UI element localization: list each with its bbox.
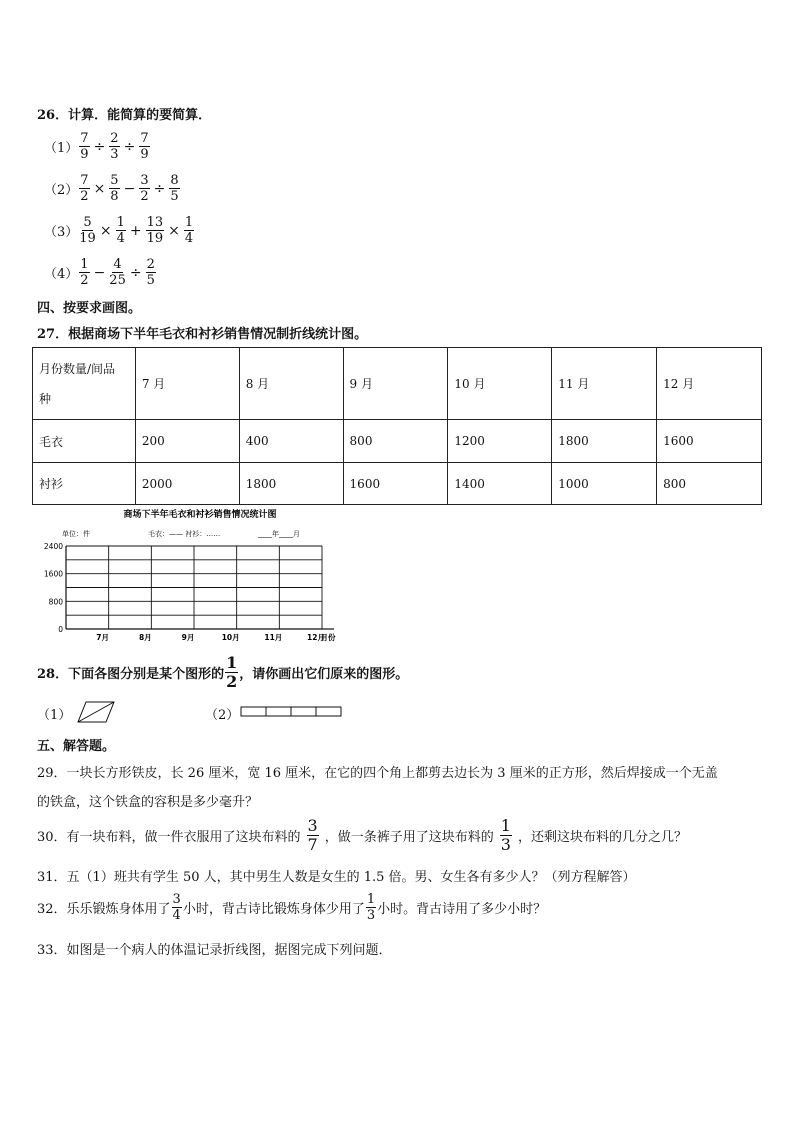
q26-item-label: （2） xyxy=(44,183,79,198)
fraction-numerator: 2 xyxy=(146,257,155,272)
fraction-numerator: 1 xyxy=(366,892,376,907)
table-row-label: 衬衫 xyxy=(33,463,136,505)
chart-x-tick-label: 7月 xyxy=(96,633,110,642)
fraction-denominator: 5 xyxy=(146,273,155,288)
q28-text-after: ，请你画出它们原来的图形。 xyxy=(239,667,409,682)
q26-item-4 xyxy=(44,258,157,287)
fraction-denominator: 9 xyxy=(80,147,89,162)
table-header-cell: 12 月 xyxy=(657,348,762,420)
table-cell: 1800 xyxy=(239,463,343,505)
operator: × xyxy=(168,222,180,239)
table-header-cell: 11 月 xyxy=(552,348,657,420)
chart-y-tick-label: 2400 xyxy=(43,542,63,551)
fraction-numerator: 7 xyxy=(80,131,89,146)
table-row xyxy=(33,420,762,463)
table-cell: 1600 xyxy=(657,420,762,463)
operator: ÷ xyxy=(123,138,136,155)
table-cell: 200 xyxy=(135,420,239,463)
fraction-denominator: 4 xyxy=(116,231,125,246)
q26-item-label: （3） xyxy=(44,225,79,240)
fraction-denominator: 19 xyxy=(79,231,96,246)
table-header-cell: 8 月 xyxy=(239,348,343,420)
q32-text: 32．乐乐锻炼身体用了 xyxy=(37,902,171,917)
table-row-label: 毛衣 xyxy=(33,420,136,463)
table-cell: 1800 xyxy=(552,420,657,463)
corner-header-line2: 种 xyxy=(39,391,52,406)
chart-unit-label: 单位：件 xyxy=(62,530,90,538)
fraction-numerator: 1 xyxy=(80,257,89,272)
rectangle-strip-figure xyxy=(240,706,344,718)
fraction-denominator: 2 xyxy=(226,672,238,691)
fraction-numerator: 3 xyxy=(172,892,181,907)
fraction-numerator: 13 xyxy=(146,215,164,230)
q28-text-before: 28．下面各图分别是某个图形的 xyxy=(37,667,225,682)
q26-item-3 xyxy=(44,216,195,245)
fraction-denominator: 2 xyxy=(80,189,89,204)
fraction-numerator: 5 xyxy=(83,215,92,230)
table-cell: 1200 xyxy=(448,420,552,463)
q27-title: 27．根据商场下半年毛衣和衬衫销售情况制折线统计图。 xyxy=(37,327,368,342)
q26-title: 26．计算．能简算的要简算． xyxy=(37,108,212,123)
q28-label-1: （1） xyxy=(37,708,72,723)
fraction-numerator: 1 xyxy=(116,215,125,230)
fraction-denominator: 19 xyxy=(146,231,164,246)
q32-text: 小时。背古诗用了多少小时？ xyxy=(377,902,547,917)
operator: ÷ xyxy=(93,138,106,155)
operator: − xyxy=(123,180,136,197)
table-header-row xyxy=(33,348,762,420)
q29-line1: 29．一块长方形铁皮，长 26 厘米，宽 16 厘米，在它的四个角上都剪去边长为 3 厘米的正方形，然后焊接成一个无盖 xyxy=(37,766,718,781)
table-cell: 1000 xyxy=(552,463,657,505)
q30 xyxy=(37,818,687,853)
chart-date-label: ____年____月 xyxy=(258,530,300,538)
table-cell: 1400 xyxy=(448,463,552,505)
fraction-denominator: 2 xyxy=(80,273,89,288)
fraction-denominator: 7 xyxy=(307,835,318,854)
q30-text: 30．有一块布料，做一件衣服用了这块布料的 xyxy=(37,830,301,845)
q31: 31．五（1）班共有学生 50 人，其中男生人数是女生的 1.5 倍。男、女生各有多少人？（列方程解答） xyxy=(37,870,636,885)
q28-title xyxy=(37,655,408,690)
q28-label-2: （2） xyxy=(205,708,240,723)
table-cell: 2000 xyxy=(135,463,239,505)
chart-x-tick-label: 10月 xyxy=(221,633,240,642)
section-heading: 五、解答题。 xyxy=(37,739,116,754)
chart-x-tick-label: 11月 xyxy=(264,633,283,642)
chart-y-tick-label: 1600 xyxy=(43,569,63,579)
fraction-denominator: 3 xyxy=(500,835,511,854)
operator: − xyxy=(93,264,106,281)
fraction-numerator: 2 xyxy=(110,131,119,146)
table-cell: 800 xyxy=(343,420,448,463)
fraction-numerator: 1 xyxy=(226,653,238,672)
table-header-cell: 7 月 xyxy=(135,348,239,420)
chart-title: 商场下半年毛衣和衬衫销售情况统计图 xyxy=(123,510,277,520)
table-cell: 1600 xyxy=(343,463,448,505)
table-row xyxy=(33,463,762,505)
q26-item-label: （1） xyxy=(44,141,79,156)
fraction-denominator: 25 xyxy=(109,273,126,288)
q26-item-label: （4） xyxy=(44,267,79,282)
fraction-numerator: 7 xyxy=(140,131,149,146)
fraction-denominator: 9 xyxy=(140,147,149,162)
chart-legend: 毛衣：—— 衬衫：…… xyxy=(148,530,221,538)
fraction-denominator: 2 xyxy=(140,189,149,204)
fraction-numerator: 8 xyxy=(170,173,179,188)
fraction-numerator: 4 xyxy=(113,257,122,272)
operator: ÷ xyxy=(153,180,166,197)
fraction-denominator: 4 xyxy=(184,231,194,246)
fraction-numerator: 3 xyxy=(140,173,149,188)
chart-y-tick-label: 0 xyxy=(58,625,63,634)
q30-text: ，做一条裤子用了这块布料的 xyxy=(324,830,494,845)
fraction-denominator: 8 xyxy=(110,189,119,204)
q32 xyxy=(37,893,546,922)
q26-item-2 xyxy=(44,174,181,203)
table-cell: 800 xyxy=(657,463,762,505)
sales-table xyxy=(32,347,762,505)
fraction-numerator: 3 xyxy=(307,816,318,835)
operator: × xyxy=(93,180,106,197)
table-header-cell: 10 月 xyxy=(448,348,552,420)
q26-item-1 xyxy=(44,132,151,161)
line-chart xyxy=(30,503,360,645)
corner-header-line1: 月份数量/间品 xyxy=(39,361,116,376)
fraction-numerator: 5 xyxy=(110,173,119,188)
q30-text: ，还剩这块布料的几分之几？ xyxy=(517,830,687,845)
table-header-cell: 9 月 xyxy=(343,348,448,420)
fraction-denominator: 3 xyxy=(110,147,119,162)
table-cell: 400 xyxy=(239,420,343,463)
fraction-numerator: 7 xyxy=(80,173,89,188)
fraction-denominator: 3 xyxy=(366,908,376,923)
chart-x-unit-label: 月份 xyxy=(320,633,336,642)
chart-x-tick-label: 9月 xyxy=(181,633,195,642)
chart-x-tick-label: 12月 xyxy=(307,633,325,642)
q33: 33．如图是一个病人的体温记录折线图，据图完成下列问题． xyxy=(37,943,392,958)
fraction-denominator: 5 xyxy=(170,189,179,204)
operator: + xyxy=(129,222,142,239)
chart-x-tick-label: 8月 xyxy=(138,633,152,642)
fraction-numerator: 1 xyxy=(500,816,511,835)
fraction-denominator: 4 xyxy=(172,908,181,923)
operator: ÷ xyxy=(129,264,142,281)
q32-text: 小时，背古诗比锻炼身体少用了 xyxy=(182,902,365,917)
parallelogram-figure xyxy=(76,700,116,724)
operator: × xyxy=(99,222,112,239)
q29-line2: 的铁盒，这个铁盒的容积是多少毫升？ xyxy=(37,795,259,810)
chart-y-tick-label: 800 xyxy=(48,597,63,607)
section-heading: 四、按要求画图。 xyxy=(37,301,142,316)
fraction-numerator: 1 xyxy=(184,215,194,230)
table-corner-header xyxy=(33,348,136,420)
